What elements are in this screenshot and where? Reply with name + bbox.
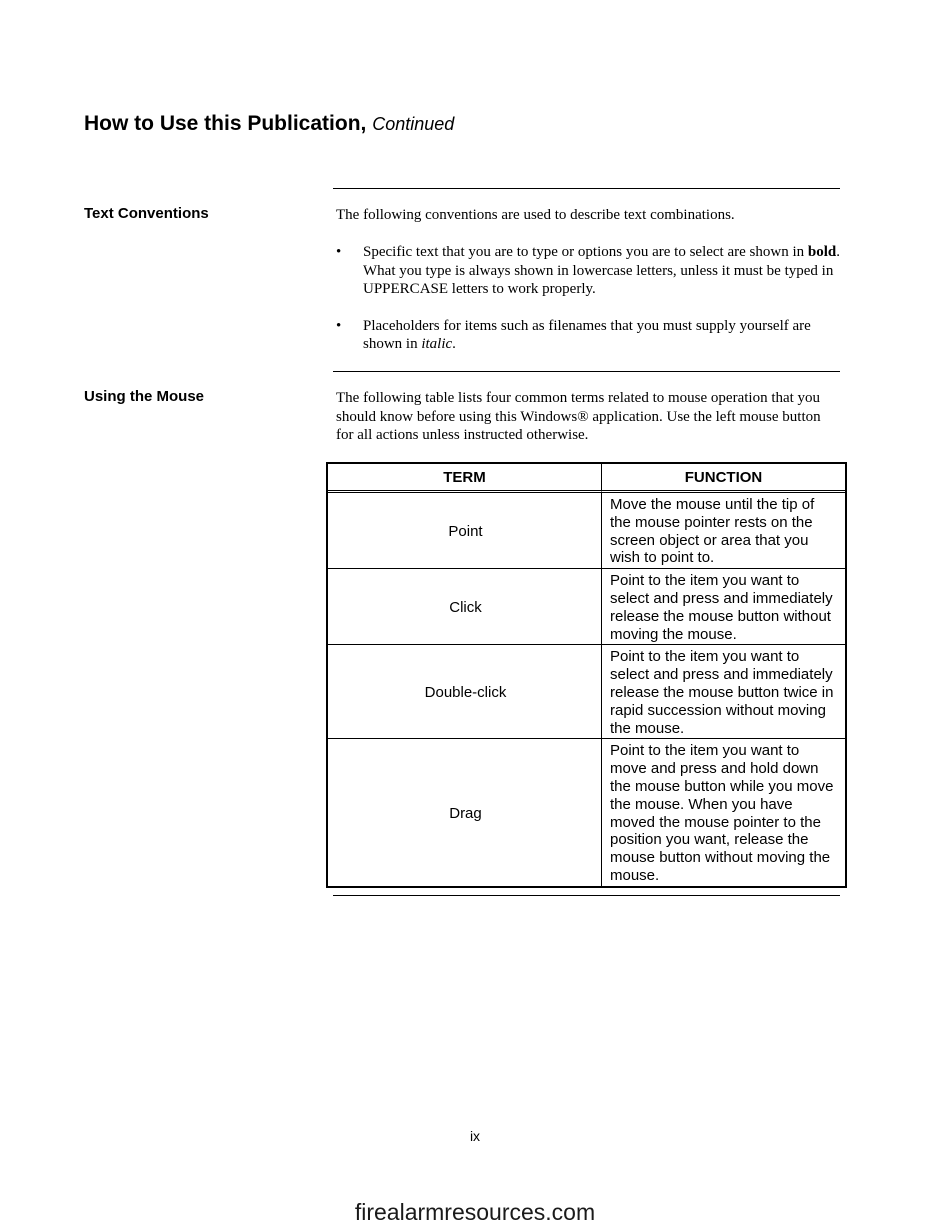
list-item-text: . What you type is always shown in lowercase letters, unless it must be typed in UPPERCASE letters to work properly. — [363, 244, 840, 297]
table-header-row — [328, 464, 845, 493]
list-item — [336, 317, 841, 354]
section-divider — [333, 371, 840, 372]
term-cell: Double-click — [328, 644, 602, 738]
table-row — [328, 644, 845, 738]
bold-example: bold — [807, 244, 837, 260]
function-cell: Point to the item you want to select and press and immediately release the mouse button twice in rapid succession without moving the mouse. — [602, 644, 845, 738]
list-item-text: Specific text that you are to type or options you are to select are shown in — [363, 244, 808, 260]
table-row — [328, 493, 845, 568]
list-item — [336, 243, 841, 299]
bullet-icon: • — [336, 317, 342, 334]
using-the-mouse-intro: The following table lists four common terms related to mouse operation that you should know before using this Windows® application. Use the left mouse button for all actions unless instructed otherwise. — [336, 390, 821, 443]
using-the-mouse-heading: Using the Mouse — [84, 388, 205, 405]
term-cell: Point — [328, 493, 602, 568]
list-item-text: . — [452, 336, 456, 352]
italic-example: italic — [421, 336, 453, 352]
text-conventions-heading: Text Conventions — [84, 205, 209, 222]
watermark-text: firealarmresources.com — [354, 1199, 596, 1225]
function-column-header: FUNCTION — [602, 464, 845, 493]
page-title — [84, 112, 454, 136]
page-title-text: How to Use this Publication, — [84, 112, 367, 135]
function-cell: Point to the item you want to select and press and immediately release the mouse button without moving the mouse. — [602, 568, 845, 644]
term-column-header: TERM — [328, 464, 602, 493]
page-number: ix — [469, 1128, 481, 1144]
table-row — [328, 738, 845, 885]
term-cell: Drag — [328, 738, 602, 885]
mouse-terms-table — [326, 462, 847, 888]
section-divider — [333, 188, 840, 189]
continued-label: Continued — [372, 114, 455, 134]
conventions-list — [336, 243, 841, 354]
table-row — [328, 568, 845, 644]
function-cell: Move the mouse until the tip of the mouse pointer rests on the screen object or area that you wish to point to. — [610, 496, 815, 567]
function-cell: Point to the item you want to move and press and hold down the mouse button while you move the mouse. When you have moved the mouse pointer to the position you want, release the mouse button without moving the mouse. — [602, 738, 845, 885]
list-item-text: Placeholders for items such as filenames that you must supply yourself are shown in — [363, 317, 811, 352]
term-cell: Click — [328, 568, 602, 644]
bullet-icon: • — [336, 244, 342, 260]
text-conventions-intro: The following conventions are used to describe text combinations. — [336, 207, 735, 223]
section-divider — [333, 895, 840, 896]
